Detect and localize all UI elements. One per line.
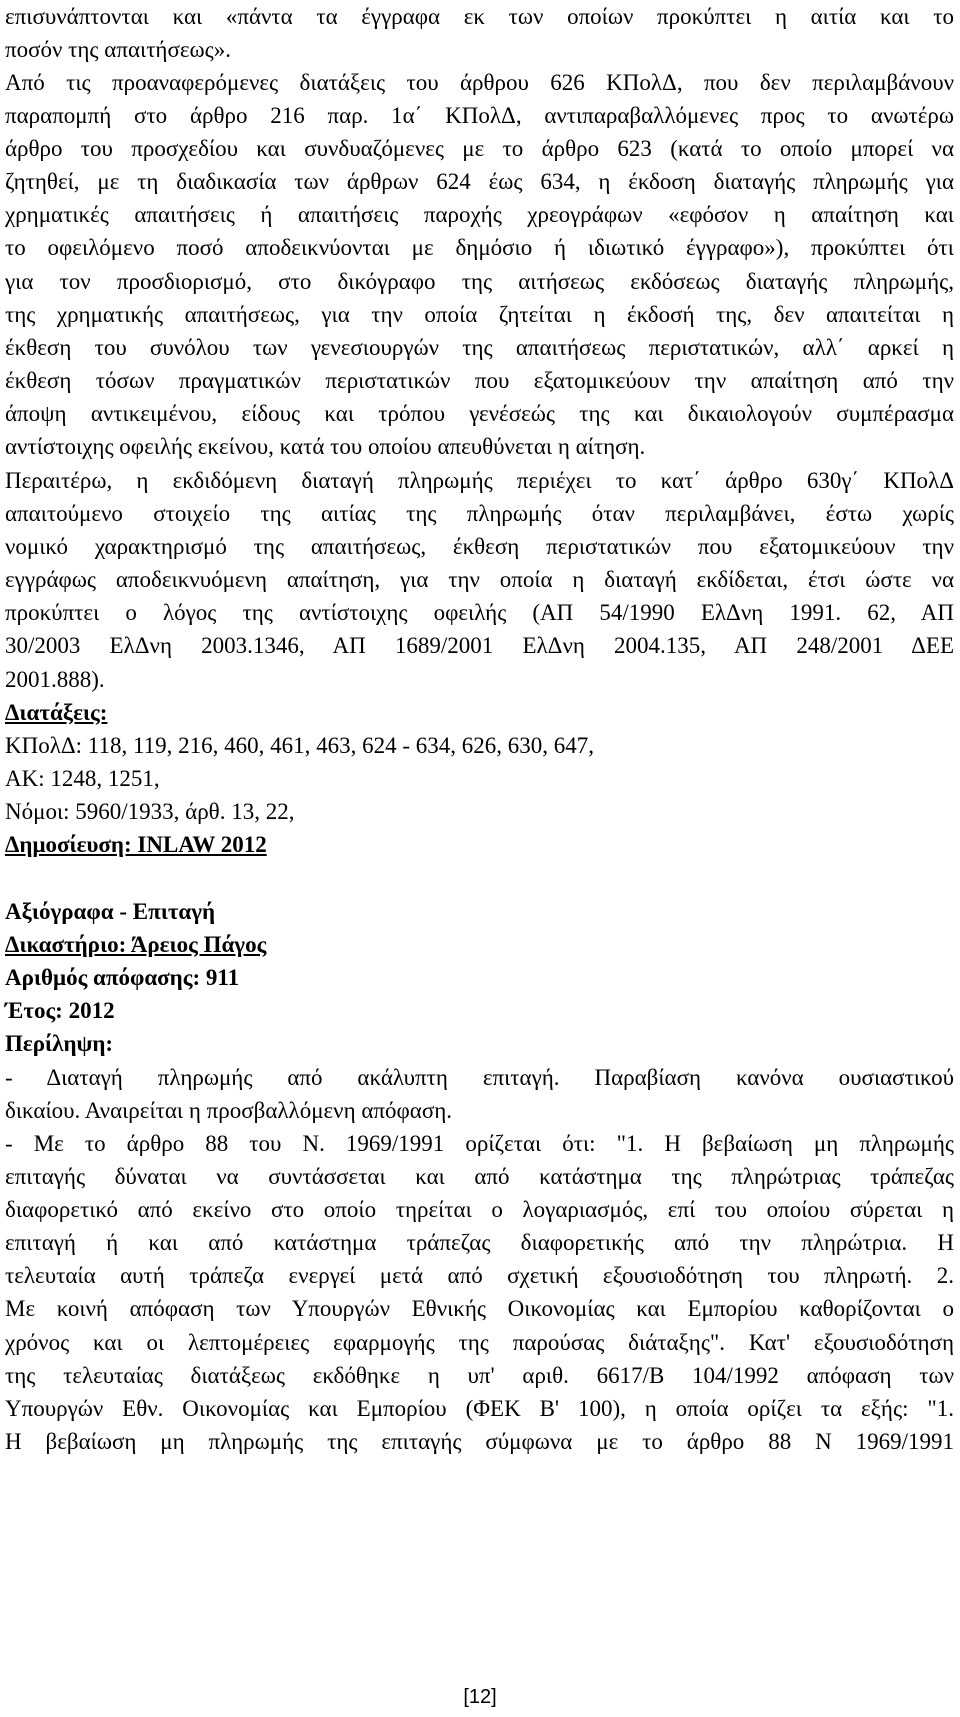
publication-line: Δημοσίευση: INLAW 2012 bbox=[5, 832, 267, 858]
summary-item-2 bbox=[5, 1127, 954, 1458]
text-line: Με κοινή απόφαση των Υπουργών Εθνικής Οικονομίας και Εμπορίου καθορίζονται ο bbox=[5, 1296, 954, 1322]
text-line: άρθρο του προσχεδίου και συνδυαζόμενες με το άρθρο 623 (κατά το οποίο μπορεί να bbox=[5, 136, 954, 162]
text-line: το οφειλόμενο ποσό αποδεικνύονται με δημόσιο ή ιδιωτικό έγγραφο»), προκύπτει ότι bbox=[5, 235, 954, 261]
text-line: επιταγής δύναται να συντάσσεται και από κατάστημα της πληρώτριας τράπεζας bbox=[5, 1164, 954, 1190]
decision-number: Αριθμός απόφασης: 911 bbox=[5, 965, 240, 991]
summary-heading: Περίληψη: bbox=[5, 1031, 114, 1057]
text-line: απαιτούμενο στοιχείο της αιτίας της πληρωμής όταν περιλαμβάνει, έστω χωρίς bbox=[5, 501, 954, 527]
provisions-line: ΚΠολΔ: 118, 119, 216, 460, 461, 463, 624 - 634, 626, 630, 647, bbox=[5, 733, 595, 759]
text-line: για τον προσδιορισμό, στο δικόγραφο της αιτήσεως εκδόσεως διαταγής πληρωμής, bbox=[5, 268, 954, 294]
text-line: Υπουργών Εθν. Οικονομίας και Εμπορίου (ΦΕΚ Β' 100), η οποία ορίζει τα εξής: "1. bbox=[5, 1395, 954, 1421]
case-title: Αξιόγραφα - Επιταγή bbox=[5, 899, 216, 924]
text-line: παραπομπή στο άρθρο 216 παρ. 1α΄ ΚΠολΔ, αντιπαραβαλλόμενες προς το ανωτέρω bbox=[5, 103, 954, 129]
text-line: 2001.888). bbox=[5, 666, 105, 692]
text-line: τελευταία αυτή τράπεζα ενεργεί μετά από σχετική εξουσιοδότηση του πληρωτή. 2. bbox=[5, 1263, 954, 1289]
text-line: εγγράφως αποδεικνυόμενη απαίτηση, για την οποία η διαταγή εκδίδεται, έτσι ώστε να bbox=[5, 567, 954, 593]
text-line: Από τις προαναφερόμενες διατάξεις του άρθρου 626 ΚΠολΔ, που δεν περιλαμβάνουν bbox=[5, 70, 954, 95]
text-line: έκθεση του συνόλου των γενεσιουργών της απαιτήσεως περιστατικών, αλλ΄ αρκεί η bbox=[5, 334, 954, 360]
text-line: δικαίου. Αναιρείται η προσβαλλόμενη απόφαση. bbox=[5, 1098, 453, 1124]
text-line: διαφορετικό από εκείνο στο οποίο τηρείται ο λογαριασμός, επί του οποίου σύρεται η bbox=[5, 1197, 954, 1223]
text-line: χρηματικές απαιτήσεις ή απαιτήσεις παροχής χρεογράφων «εφόσον η απαίτηση και bbox=[5, 202, 954, 228]
case-header bbox=[5, 895, 954, 1060]
text-line: - Διαταγή πληρωμής από ακάλυπτη επιταγή. Παραβίαση κανόνα ουσιαστικού bbox=[5, 1065, 954, 1090]
provisions-section bbox=[5, 696, 954, 861]
text-line: επισυνάπτονται και «πάντα τα έγγραφα εκ των οποίων προκύπτει η αιτία και το bbox=[5, 4, 954, 29]
text-line: της τελευταίας διατάξεως εκδόθηκε η υπ' αριθ. 6617/Β 104/1992 απόφαση των bbox=[5, 1362, 954, 1388]
text-line: Περαιτέρω, η εκδιδόμενη διαταγή πληρωμής περιέχει το κατ΄ άρθρο 630γ΄ ΚΠολΔ bbox=[5, 468, 954, 493]
text-line: της χρηματικής απαιτήσεως, για την οποία ζητείται η έκδοσή της, δεν απαιτείται η bbox=[5, 301, 954, 327]
court-line: Δικαστήριο: Άρειος Πάγος bbox=[5, 932, 267, 958]
text-line: Η βεβαίωση μη πληρωμής της επιταγής σύμφωνα με το άρθρο 88 Ν 1969/1991 bbox=[5, 1428, 954, 1454]
text-line: 30/2003 ΕλΔνη 2003.1346, ΑΠ 1689/2001 ΕλΔνη 2004.135, ΑΠ 248/2001 ΔΕΕ bbox=[5, 633, 954, 659]
paragraph-intro bbox=[5, 0, 954, 66]
text-line: ζητηθεί, με τη διαδικασία των άρθρων 624 έως 634, η έκδοση διαταγής πληρωμής για bbox=[5, 169, 954, 195]
text-line: αντίστοιχης οφειλής εκείνου, κατά του οποίου απευθύνεται η αίτηση. bbox=[5, 434, 646, 460]
paragraph-further bbox=[5, 464, 954, 696]
provisions-heading: Διατάξεις: bbox=[5, 700, 108, 725]
text-line: νομικό χαρακτηρισμό της απαιτήσεως, έκθεση περιστατικών που εξατομικεύουν την bbox=[5, 534, 954, 560]
provisions-line: Νόμοι: 5960/1933, άρθ. 13, 22, bbox=[5, 799, 295, 825]
provisions-line: ΑΚ: 1248, 1251, bbox=[5, 766, 160, 792]
text-line: επιταγή ή και από κατάστημα τράπεζας διαφορετικής από την πληρώτρια. Η bbox=[5, 1230, 954, 1256]
text-line: χρόνος και οι λεπτομέρειες εφαρμογής της παρούσας διάταξης". Κατ' εξουσιοδότηση bbox=[5, 1329, 954, 1355]
text-line: άποψη αντικειμένου, είδους και τρόπου γενέσεώς της και δικαιολογούν συμπέρασμα bbox=[5, 400, 954, 426]
year-line: Έτος: 2012 bbox=[5, 998, 115, 1024]
text-line: - Με το άρθρο 88 του Ν. 1969/1991 ορίζεται ότι: "1. Η βεβαίωση μη πληρωμής bbox=[5, 1131, 954, 1156]
page-number: [12] bbox=[463, 1686, 497, 1708]
paragraph-provisions-analysis bbox=[5, 66, 954, 463]
text-line: προκύπτει ο λόγος της αντίστοιχης οφειλής (ΑΠ 54/1990 ΕλΔνη 1991. 62, ΑΠ bbox=[5, 600, 954, 626]
text-line: έκθεση τόσων πραγματικών περιστατικών που εξατομικεύουν την απαίτηση από την bbox=[5, 367, 954, 393]
summary-item-1 bbox=[5, 1061, 954, 1127]
text-line: ποσόν της απαιτήσεως». bbox=[5, 37, 232, 63]
